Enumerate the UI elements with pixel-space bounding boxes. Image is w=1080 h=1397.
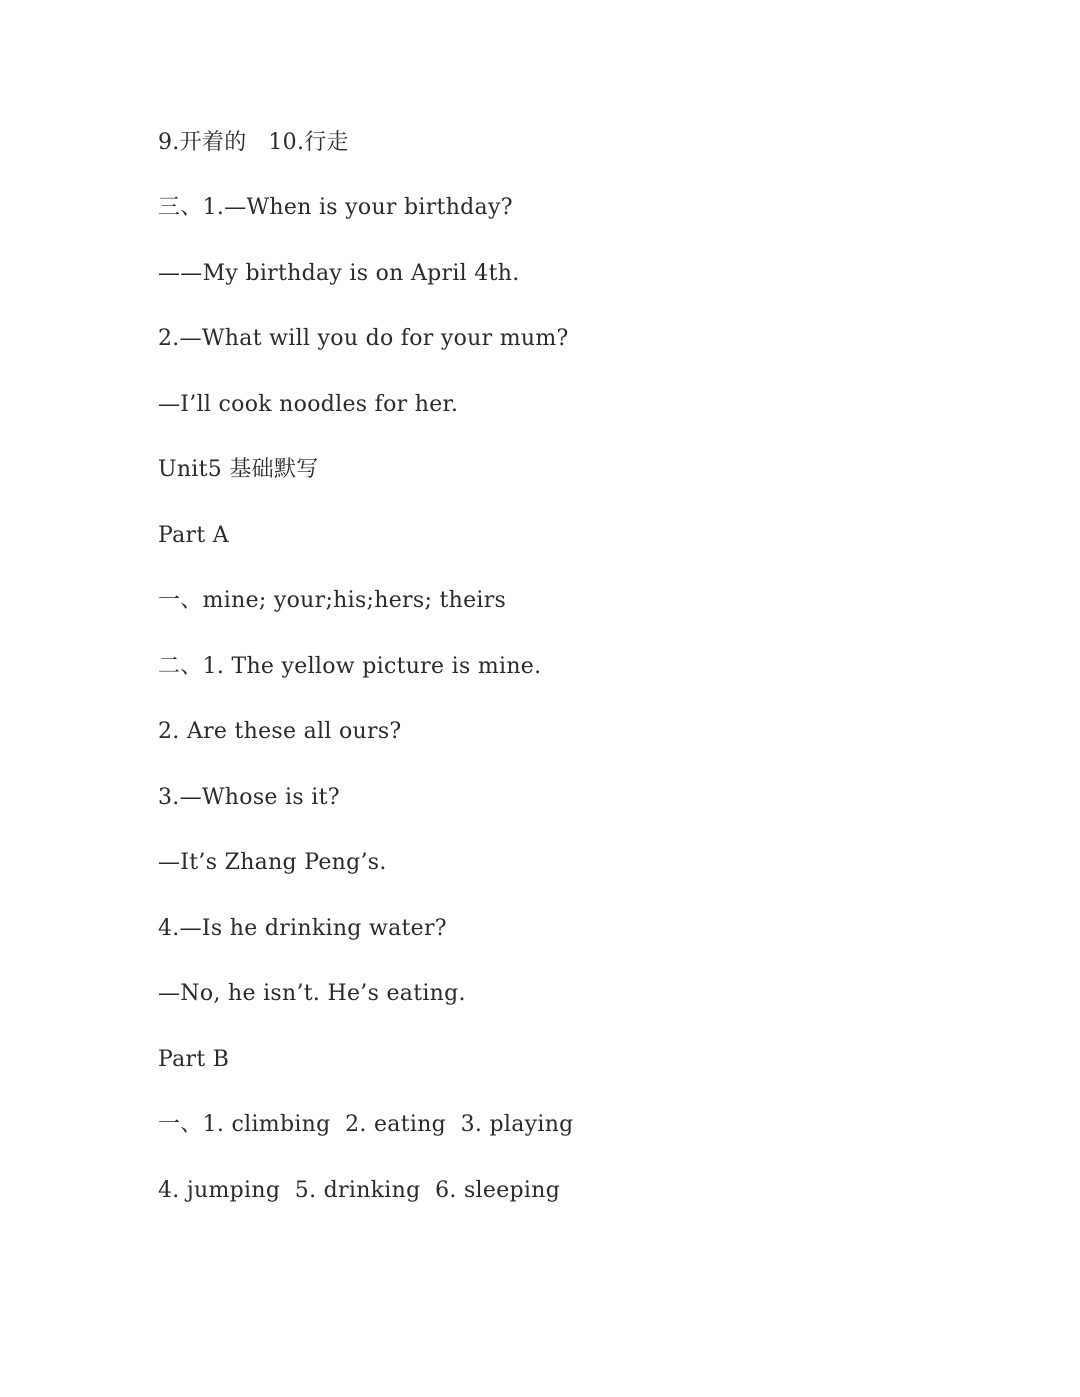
unit-heading: Unit5 基础默写	[158, 457, 319, 482]
section-three-q1-answer: ——My birthday is on April 4th.	[158, 261, 520, 286]
part-a-section-two-q3-question: 3.—Whose is it?	[158, 785, 340, 810]
part-a-section-two-q2: 2. Are these all ours?	[158, 719, 402, 744]
answer-line-vocab-9-10: 9.开着的 10.行走	[158, 130, 349, 155]
part-a-heading: Part A	[158, 523, 229, 548]
section-three-q2-question: 2.—What will you do for your mum?	[158, 326, 569, 351]
section-three-q2-answer: —I’ll cook noodles for her.	[158, 392, 459, 417]
part-b-section-one-row1: 一、1. climbing 2. eating 3. playing	[158, 1112, 574, 1137]
part-a-section-two-q3-answer: —It’s Zhang Peng’s.	[158, 850, 387, 875]
part-a-section-one: 一、mine; your;his;hers; theirs	[158, 588, 507, 613]
part-a-section-two-q4-answer: —No, he isn’t. He’s eating.	[158, 981, 466, 1006]
part-b-heading: Part B	[158, 1047, 230, 1072]
section-three-q1-question: 三、1.—When is your birthday?	[158, 195, 513, 220]
part-a-section-two-q4-question: 4.—Is he drinking water?	[158, 916, 447, 941]
part-a-section-two-q1: 二、1. The yellow picture is mine.	[158, 654, 542, 679]
part-b-section-one-row2: 4. jumping 5. drinking 6. sleeping	[158, 1178, 561, 1203]
